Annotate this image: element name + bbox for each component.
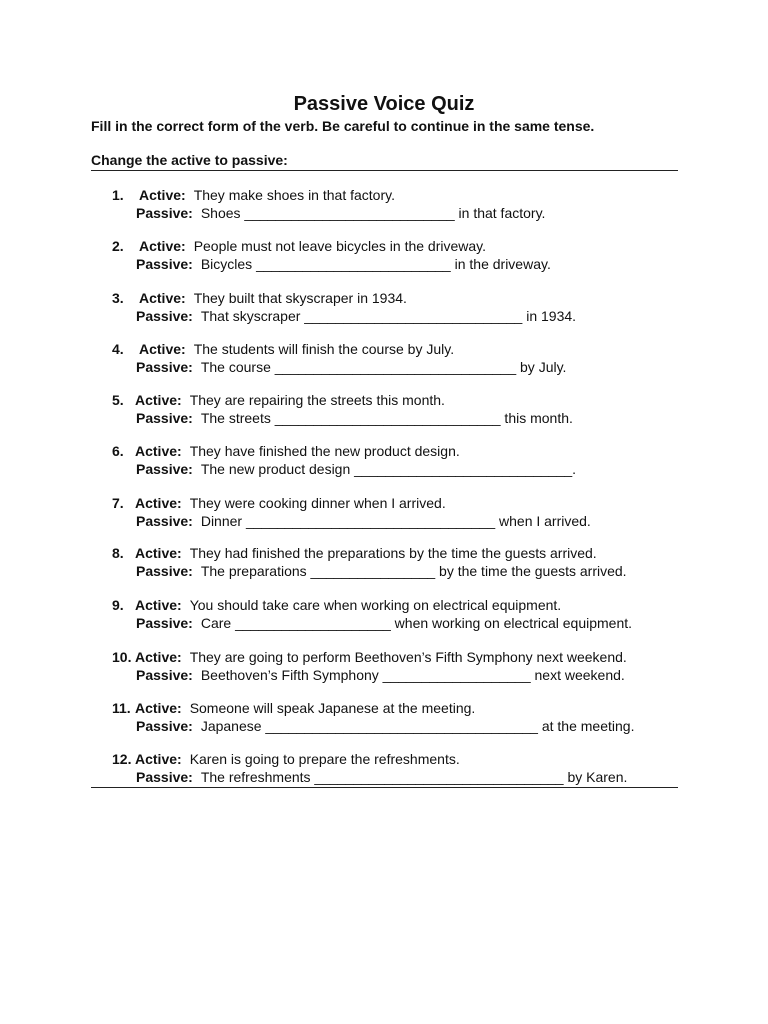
- active-sentence: They have finished the new product design.: [189, 443, 460, 459]
- passive-label: Passive:: [136, 769, 193, 785]
- question-number: 2.: [112, 238, 124, 254]
- passive-sentence: Beethoven’s Fifth Symphony ___________________ next weekend.: [200, 667, 625, 683]
- active-line: [135, 391, 445, 409]
- passive-line: [136, 666, 625, 684]
- question-item: [0, 442, 768, 478]
- question-item: [0, 186, 768, 222]
- active-line: [135, 596, 561, 614]
- active-line: [135, 494, 446, 512]
- passive-line: [136, 512, 591, 530]
- question-item: [0, 494, 768, 530]
- passive-sentence: The new product design ____________________________.: [200, 461, 577, 477]
- active-line: [135, 648, 627, 666]
- question-number: 6.: [112, 443, 124, 459]
- active-sentence: They built that skyscraper in 1934.: [193, 290, 407, 306]
- active-line: [135, 699, 475, 717]
- passive-label: Passive:: [136, 308, 193, 324]
- question-number: 3.: [112, 290, 124, 306]
- passive-label: Passive:: [136, 667, 193, 683]
- bottom-divider: [91, 787, 678, 788]
- question-number: 1.: [112, 187, 124, 203]
- passive-label: Passive:: [136, 205, 193, 221]
- passive-line: [136, 460, 576, 478]
- top-divider: [91, 170, 678, 171]
- active-sentence: They are going to perform Beethoven’s Fifth Symphony next weekend.: [189, 649, 627, 665]
- active-line: [139, 340, 454, 358]
- active-label: Active:: [135, 649, 182, 665]
- question-item: [0, 648, 768, 684]
- active-label: Active:: [139, 341, 186, 357]
- active-label: Active:: [135, 700, 182, 716]
- passive-sentence: The streets _____________________________ this month.: [200, 410, 573, 426]
- active-sentence: Karen is going to prepare the refreshments.: [189, 751, 460, 767]
- passive-line: [136, 358, 566, 376]
- passive-sentence: That skyscraper ____________________________ in 1934.: [200, 308, 577, 324]
- passive-sentence: Japanese ___________________________________ at the meeting.: [200, 718, 635, 734]
- passive-line: [136, 768, 627, 786]
- active-sentence: They make shoes in that factory.: [193, 187, 395, 203]
- passive-label: Passive:: [136, 461, 193, 477]
- question-number: 10.: [112, 649, 132, 665]
- active-line: [135, 750, 460, 768]
- active-label: Active:: [135, 392, 182, 408]
- section-heading: Change the active to passive:: [91, 152, 288, 168]
- question-item: [0, 237, 768, 273]
- page-title: Passive Voice Quiz: [293, 93, 475, 115]
- active-label: Active:: [135, 597, 182, 613]
- active-line: [139, 186, 395, 204]
- passive-line: [136, 614, 632, 632]
- question-item: [0, 544, 768, 580]
- active-label: Active:: [135, 751, 182, 767]
- passive-line: [136, 717, 634, 735]
- passive-sentence: Shoes ___________________________ in that factory.: [200, 205, 546, 221]
- passive-label: Passive:: [136, 718, 193, 734]
- passive-line: [136, 204, 545, 222]
- question-number: 11.: [112, 700, 131, 716]
- passive-label: Passive:: [136, 563, 193, 579]
- passive-sentence: The refreshments ________________________________ by Karen.: [200, 769, 628, 785]
- active-sentence: They are repairing the streets this month.: [189, 392, 445, 408]
- passive-label: Passive:: [136, 256, 193, 272]
- passive-line: [136, 562, 627, 580]
- active-label: Active:: [139, 238, 186, 254]
- question-item: [0, 289, 768, 325]
- active-label: Active:: [135, 443, 182, 459]
- question-item: [0, 596, 768, 632]
- question-item: [0, 750, 768, 786]
- active-line: [139, 237, 486, 255]
- passive-label: Passive:: [136, 359, 193, 375]
- active-label: Active:: [135, 495, 182, 511]
- active-line: [135, 544, 597, 562]
- active-sentence: Someone will speak Japanese at the meeting.: [189, 700, 476, 716]
- active-sentence: People must not leave bicycles in the driveway.: [193, 238, 487, 254]
- passive-sentence: Dinner ________________________________ when I arrived.: [200, 513, 591, 529]
- question-number: 7.: [112, 495, 124, 511]
- passive-line: [136, 307, 576, 325]
- active-label: Active:: [135, 545, 182, 561]
- passive-sentence: Care ____________________ when working on electrical equipment.: [200, 615, 633, 631]
- active-label: Active:: [139, 290, 186, 306]
- active-line: [139, 289, 407, 307]
- passive-sentence: Bicycles _________________________ in the driveway.: [200, 256, 551, 272]
- active-sentence: The students will finish the course by July.: [193, 341, 455, 357]
- active-line: [135, 442, 460, 460]
- question-number: 8.: [112, 545, 124, 561]
- question-item: [0, 340, 768, 376]
- passive-line: [136, 255, 551, 273]
- question-number: 5.: [112, 392, 124, 408]
- passive-label: Passive:: [136, 615, 193, 631]
- passive-label: Passive:: [136, 513, 193, 529]
- active-sentence: They were cooking dinner when I arrived.: [189, 495, 446, 511]
- question-number: 12.: [112, 751, 132, 767]
- question-number: 4.: [112, 341, 124, 357]
- instructions: Fill in the correct form of the verb. Be careful to continue in the same tense.: [91, 118, 595, 134]
- passive-sentence: The course _______________________________ by July.: [200, 359, 567, 375]
- active-sentence: They had finished the preparations by the time the guests arrived.: [189, 545, 597, 561]
- passive-sentence: The preparations ________________ by the time the guests arrived.: [200, 563, 627, 579]
- passive-line: [136, 409, 573, 427]
- passive-label: Passive:: [136, 410, 193, 426]
- question-number: 9.: [112, 597, 124, 613]
- question-item: [0, 391, 768, 427]
- question-item: [0, 699, 768, 735]
- active-sentence: You should take care when working on electrical equipment.: [189, 597, 562, 613]
- active-label: Active:: [139, 187, 186, 203]
